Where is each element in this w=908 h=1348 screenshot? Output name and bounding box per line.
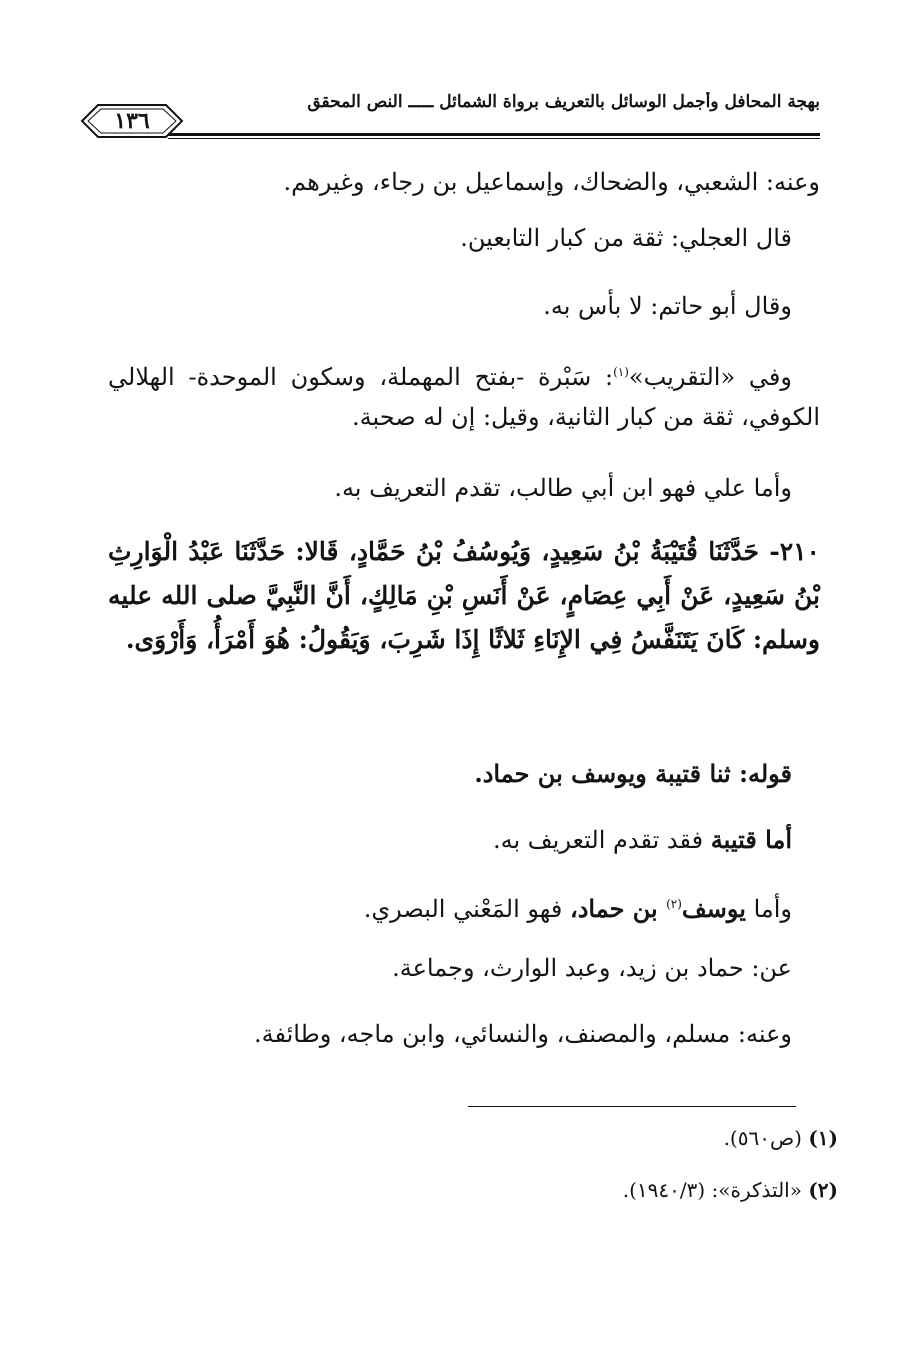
taqrib-text: : سَبْرة -بفتح المهملة، وسكون الموحدة- الهلالي الكوفي، ثقة من كبار الثانية، وقيل: إن له صحبة.	[108, 363, 820, 431]
footnote-text: «التذكرة»: (١٩٤٠/٣).	[622, 1178, 809, 1202]
footnote-number: (١)	[808, 1126, 838, 1150]
yusuf-bold: يوسف	[681, 894, 746, 923]
qutaybah-rest: فقد تقدم التعريف به.	[492, 826, 711, 854]
header-rule	[168, 133, 820, 139]
yusuf-rest: فهو المَعْني البصري.	[363, 895, 570, 923]
footnote-1	[724, 1126, 838, 1150]
taqrib-lead: وفي «التقريب»	[628, 363, 792, 391]
hadith-210: ٢١٠- حَدَّثَنَا قُتَيْبَةُ بْنُ سَعِيدٍ، وَيُوسُفُ بْنُ حَمَّادٍ، قَالا: حَدَّثَنَا عَبْدُ الْوَارِثِ بْنُ سَعِيدٍ، عَنْ أَبِي عِصَامٍ، عَنْ أَنَسِ بْنِ مَالِكٍ، أَنَّ النَّبِيَّ صلى الله عليه وسلم: كَانَ يَتَنَفَّسُ فِي الإِنَاءِ ثَلاثًا إِذَا شَرِبَ، وَيَقُولُ: هُوَ أَمْرَأُ، وَأَرْوَى.	[108, 537, 820, 654]
paragraph-yusuf-teachers: عن: حماد بن زيد، وعبد الوارث، وجماعة.	[392, 954, 792, 982]
footnote-2	[623, 1178, 838, 1202]
paragraph-qawluhu: قوله: ثنا قتيبة ويوسف بن حماد.	[474, 759, 792, 788]
qutaybah-bold: أما قتيبة	[710, 825, 792, 854]
yusuf-lead: وأما	[745, 895, 792, 923]
page-number: ١٣٦	[114, 108, 150, 134]
yusuf-bold-2: بن حماد،	[569, 894, 667, 923]
footnote-ref-1: (١)	[613, 365, 629, 379]
paragraph-yusuf-students: وعنه: مسلم، والمصنف، والنسائي، وابن ماجه، وطائفة.	[253, 1020, 792, 1048]
paragraph-abu-hatim-grading: وقال أبو حاتم: لا بأس به.	[543, 292, 792, 320]
footnote-rule	[468, 1106, 796, 1107]
footnote-ref-2: (٢)	[666, 897, 682, 911]
running-title: بهجة المحافل وأجمل الوسائل بالتعريف برواة الشمائل ـــــ النص المحقق	[307, 92, 820, 112]
paragraph-ijli-grading: قال العجلي: ثقة من كبار التابعين.	[460, 224, 792, 252]
footnote-number: (٢)	[808, 1178, 838, 1202]
paragraph-ali: وأما علي فهو ابن أبي طالب، تقدم التعريف به.	[334, 474, 792, 502]
paragraph-yusuf	[364, 884, 792, 929]
paragraph-qutaybah	[493, 820, 792, 860]
footnote-text: (ص٥٦٠).	[723, 1126, 809, 1150]
paragraph-narrators-from: وعنه: الشعبي، والضحاك، وإسماعيل بن رجاء، وغيرهم.	[283, 168, 820, 196]
paragraph-taqrib	[108, 352, 820, 437]
